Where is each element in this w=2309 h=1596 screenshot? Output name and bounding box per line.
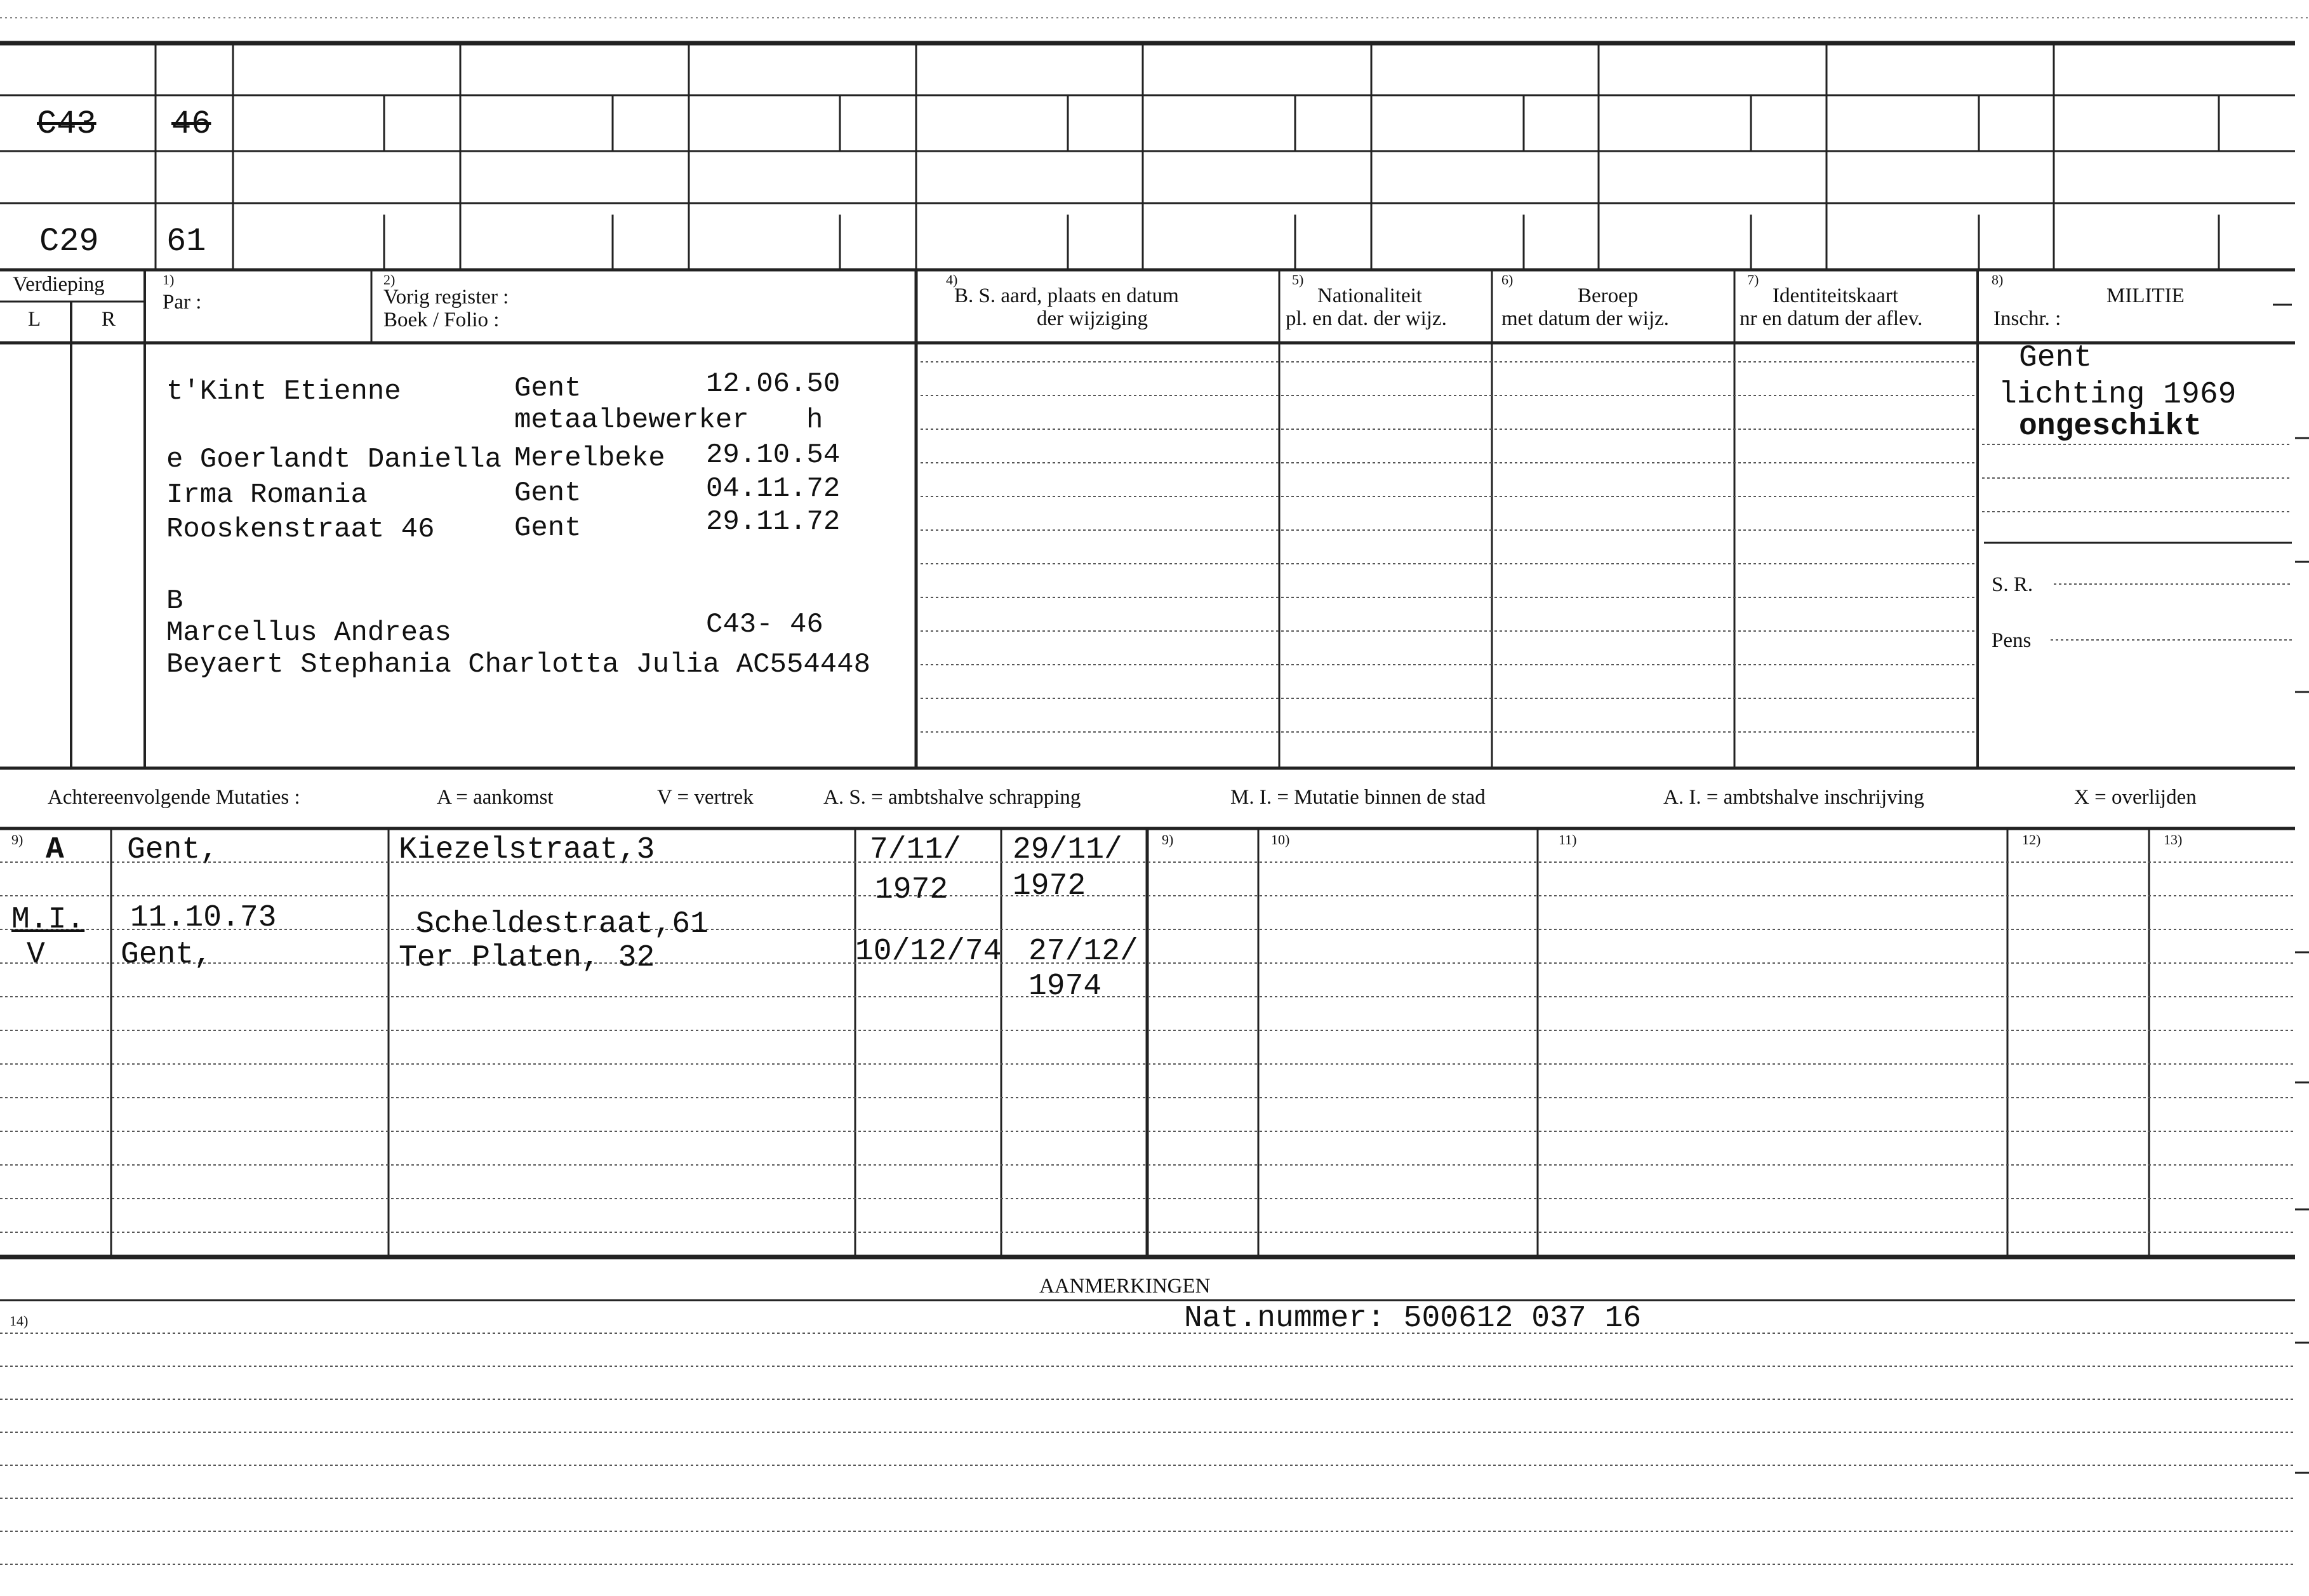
legend-mi: M. I. = Mutatie binnen de stad (1230, 786, 1486, 809)
household-name-2: e Goerlandt Daniella (166, 444, 502, 475)
mutation-3-date2b: 1974 (1028, 969, 1102, 1004)
mut-col-10: 10) (1271, 832, 1290, 848)
mut-col-12: 12) (2022, 832, 2041, 848)
legend-x: X = overlijden (2074, 786, 2197, 809)
header-n1: 1) (163, 272, 175, 288)
mutation-1-place: Gent, (127, 833, 219, 867)
militie-line-3: ongeschikt (2019, 409, 2202, 444)
mutation-2-place: 11.10.73 (130, 901, 277, 935)
header-inschr: Inschr. : (1993, 307, 2061, 330)
mutation-2-type: M.I. (11, 903, 85, 937)
mutation-1-date1b: 1972 (875, 873, 948, 907)
household-job: metaalbewerker (514, 404, 749, 436)
mutation-1-address: Kiezelstraat,3 (399, 833, 655, 867)
legend-ai: A. I. = ambtshalve inschrijving (1663, 786, 1924, 809)
remarks-n14: 14) (10, 1313, 29, 1329)
household-name-3: Irma Romania (166, 479, 368, 511)
household-date-1: 12.06.50 (706, 368, 841, 400)
mut-col-13: 13) (2164, 832, 2183, 848)
household-date-3: 04.11.72 (706, 473, 841, 505)
old-ref-b: 46 (171, 105, 211, 143)
household-mark: h (806, 404, 823, 436)
mutation-3-date2: 27/12/ (1028, 934, 1138, 969)
mutation-3-date1: 10/12/74 (855, 934, 1002, 969)
header-bs-1: B. S. aard, plaats en datum (954, 284, 1179, 307)
legend-v: V = vertrek (657, 786, 754, 809)
mutation-3-place: Gent, (121, 938, 213, 972)
household-place-1: Gent (514, 373, 582, 404)
header-n2: 2) (383, 272, 396, 288)
mut-col-9b: 9) (1162, 832, 1174, 848)
mut-col-9: 9) (11, 832, 23, 848)
militie-sr: S. R. (1992, 573, 2033, 596)
header-bs-2: der wijziging (1037, 307, 1148, 330)
mutation-3-address: Ter Platen, 32 (399, 941, 655, 975)
header-beroep-1: Beroep (1578, 284, 1639, 307)
header-n8: 8) (1992, 272, 2004, 288)
household-date-4: 29.11.72 (706, 506, 841, 538)
header-boek-folio: Boek / Folio : (383, 309, 500, 331)
ref-a: C29 (39, 223, 99, 260)
legend-title: Achtereenvolgende Mutaties : (48, 786, 300, 809)
header-par: Par : (163, 291, 202, 314)
mutation-1-date1: 7/11/ (870, 833, 962, 867)
household-name-5: Beyaert Stephania Charlotta Julia AC554448 (166, 649, 870, 681)
header-verdieping: Verdieping (13, 273, 105, 296)
mut-col-11: 11) (1559, 832, 1577, 848)
remarks-title: AANMERKINGEN (1039, 1275, 1211, 1298)
header-n7: 7) (1747, 272, 1759, 288)
header-nat-1: Nationaliteit (1317, 284, 1422, 307)
household-ref: C43- 46 (706, 609, 823, 641)
header-r: R (102, 308, 116, 331)
header-n4: 4) (946, 272, 958, 288)
legend-as: A. S. = ambtshalve schrapping (823, 786, 1081, 809)
legend-a: A = aankomst (437, 786, 554, 809)
militie-pens: Pens (1992, 629, 2032, 652)
old-ref-a: C43 (37, 105, 96, 143)
nat-nummer: Nat.nummer: 500612 037 16 (1184, 1301, 1642, 1336)
household-name-4: Marcellus Andreas (166, 617, 451, 649)
header-n5: 5) (1292, 272, 1304, 288)
header-militie: MILITIE (2106, 284, 2185, 307)
mutation-2-address: Scheldestraat,61 (416, 907, 709, 941)
militie-line-1: Gent (2019, 341, 2093, 375)
mutation-3-type: V (27, 938, 45, 972)
header-l: L (28, 308, 41, 331)
header-nat-2: pl. en dat. der wijz. (1286, 307, 1447, 330)
mutation-1-date2b: 1972 (1013, 869, 1086, 903)
header-id-1: Identiteitskaart (1773, 284, 1898, 307)
header-id-2: nr en datum der aflev. (1740, 307, 1923, 330)
mutation-1-date2: 29/11/ (1013, 833, 1122, 867)
household-date-2: 29.10.54 (706, 439, 841, 471)
household-place-2: Merelbeke (514, 442, 665, 474)
header-vorig-register: Vorig register : (383, 286, 509, 309)
household-place-4: Gent (514, 512, 582, 544)
household-name-1: t'Kint Etienne (166, 376, 401, 408)
household-place-3: Gent (514, 477, 582, 509)
mutation-1-type: A (46, 833, 64, 867)
household-letter-b: B (166, 585, 183, 617)
militie-line-2: lichting 1969 (1999, 378, 2237, 412)
header-beroep-2: met datum der wijz. (1501, 307, 1669, 330)
ref-b: 61 (166, 223, 206, 260)
household-address: Rooskenstraat 46 (166, 514, 435, 545)
header-n6: 6) (1501, 272, 1514, 288)
